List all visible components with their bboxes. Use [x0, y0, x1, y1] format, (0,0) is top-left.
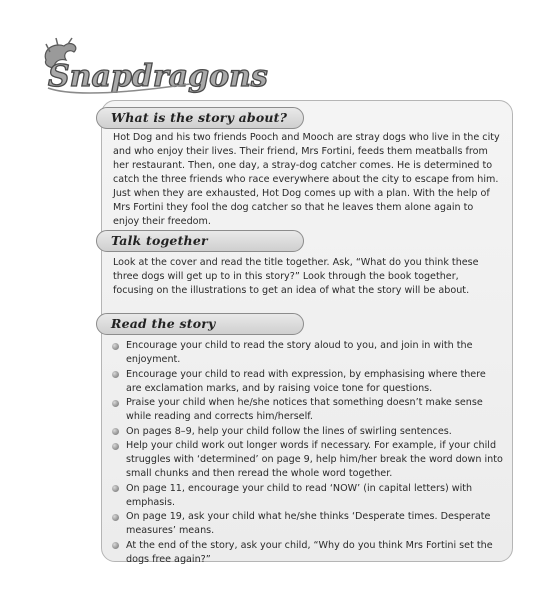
- talk-paragraph: Look at the cover and read the title together. Ask, “What do you think these three dogs will get up to in this story?” Look through the book together, focusing on the illustrations to get an idea of what the story will be about.: [113, 257, 479, 296]
- list-item: On page 11, encourage your child to read ‘NOW’ (in capital letters) with emphasis.: [111, 482, 503, 510]
- story-heading: What is the story about?: [96, 107, 304, 129]
- list-item: Encourage your child to read the story aloud to you, and join in with the enjoyment.: [111, 339, 503, 367]
- snapdragons-logo: [40, 38, 268, 98]
- list-item: Encourage your child to read with expression, by emphasising where there are exclamation marks, and by raising voice tone for questions.: [111, 368, 503, 396]
- story-paragraph: Hot Dog and his two friends Pooch and Mooch are stray dogs who live in the city and who enjoy their lives. Their friend, Mrs Fortini, feeds them meatballs from her restaurant. Then, one day, a stray-dog catcher comes. He is determined to catch the three friends who race everywhere about the city to escape from him. Just when they are exhausted, Hot Dog comes up with a plan. With the help of Mrs Fortini they fool the dog catcher so that he leaves them alone again to enjoy their freedom.: [113, 132, 500, 227]
- logo-text: Snapdragons: [48, 59, 268, 94]
- list-item: Praise your child when he/she notices that something doesn’t make sense while reading and corrects him/herself.: [111, 396, 503, 424]
- list-item: On pages 8–9, help your child follow the lines of swirling sentences.: [111, 425, 503, 439]
- read-heading: Read the story: [96, 313, 304, 335]
- list-item: On page 19, ask your child what he/she thinks ‘Desperate times. Desperate measures’ means.: [111, 510, 503, 538]
- talk-heading: Talk together: [96, 230, 304, 252]
- read-bullet-list: [111, 339, 503, 567]
- list-item: At the end of the story, ask your child, “Why do you think Mrs Fortini set the dogs free again?”: [111, 539, 503, 567]
- list-item: Help your child work out longer words if necessary. For example, if your child struggles with ‘determined’ on page 9, help him/her break the word down into small chunks and then reread the whole word together.: [111, 439, 503, 481]
